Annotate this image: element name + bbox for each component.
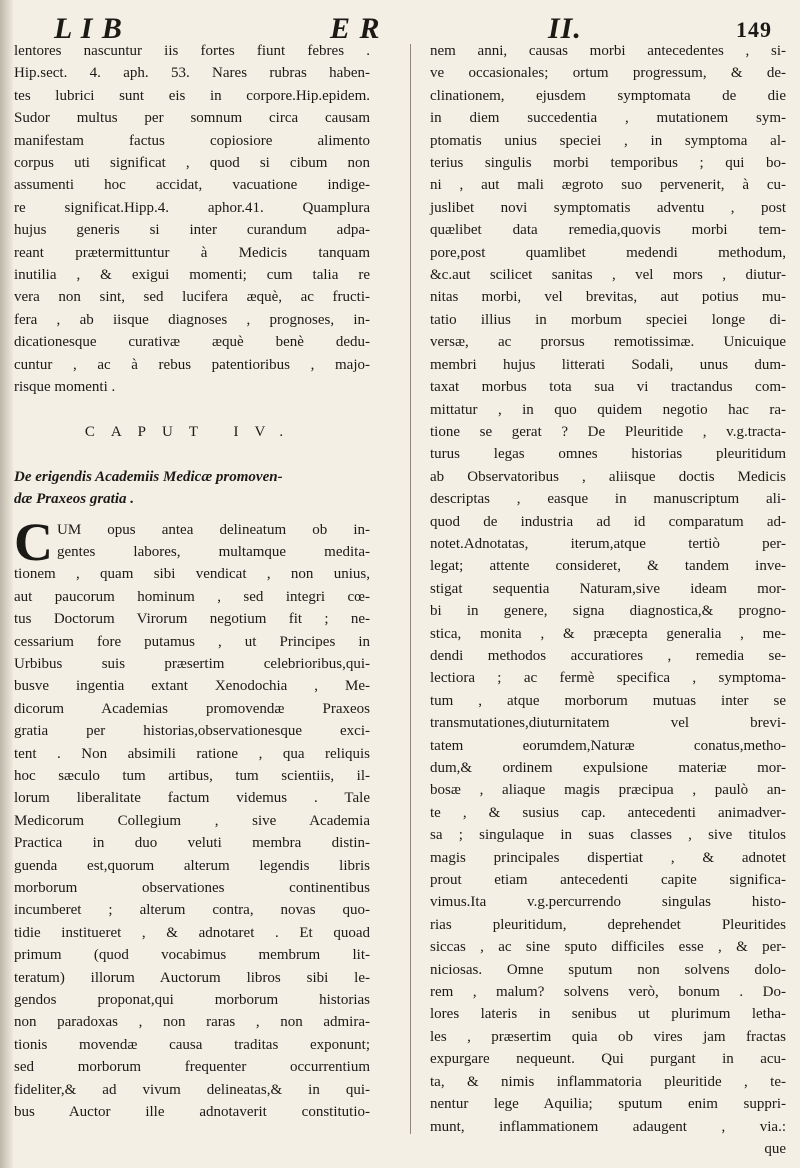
text-line: tes lubrici sunt eis in corpore.Hip.epidem. — [14, 87, 370, 104]
text-line: re significat.Hipp.4. aphor.41. Quamplura — [14, 199, 370, 216]
section-title — [14, 466, 370, 511]
text-line: reant prætermittuntur à Medicis tanquam — [14, 244, 370, 261]
text-line: nitas morbi, vel brevitas, aut potius mu- — [430, 289, 786, 306]
text-line: UM opus antea delineatum ob in- — [57, 521, 370, 538]
text-line: dum,& ordinem expulsione materiæ mor- — [430, 760, 786, 776]
text-line: sa ; singulaque in suas classes , sive titulos — [430, 827, 786, 844]
text-line: teratum) illorum Auctorum libros sibi le- — [14, 969, 370, 986]
left-column-opening-text — [14, 40, 370, 399]
text-line: ve occasionales; ortum progressum, & de- — [430, 65, 786, 82]
text-line: tus Doctorum Virorum negotium fit ; ne- — [14, 611, 370, 628]
text-line: hoc sæculo tum artibus, tum scientiis, il- — [14, 767, 370, 784]
text-line: hujus generis si inter curandum adpa- — [14, 222, 370, 239]
text-line: rias pleuritidum, deprehendet Pleuritides — [430, 916, 786, 933]
text-line: rem , malum? solvens verò, bonum . Do- — [430, 984, 786, 1001]
text-line: aut paucorum hominum , sed integri cœ- — [14, 588, 370, 605]
text-line: versæ, ac prorsus remotissimæ. Unicuique — [430, 334, 786, 351]
text-line: magis principales dispertiat , & adnotet — [430, 849, 786, 866]
text-line: incumberet ; alterum contra, novas quo- — [14, 902, 370, 919]
text-line: primum (quod vocabimus membrum lit- — [14, 947, 370, 964]
text-line: pore,post quamlibet medendi methodum, — [430, 244, 786, 261]
text-line: dæ Praxeos gratia . — [14, 491, 134, 508]
text-line: tione se gerat ? De Pleuritide , v.g.tracta- — [430, 423, 786, 440]
text-line: legat; attente consideret, & tandem inve- — [430, 558, 786, 575]
text-line: stica, monita , & præcepta generalia , me- — [430, 625, 786, 642]
right-column-body-text — [430, 40, 786, 1138]
text-line: taxat morbus tota sua vi tractandus com- — [430, 379, 786, 396]
text-line: sed morborum frequenter occurrentium — [14, 1059, 370, 1076]
text-line: Hip.sect. 4. aph. 53. Nares rubras haben- — [14, 65, 370, 82]
text-line: stigat sequentia Naturam,sive ideam mor- — [430, 580, 786, 597]
text-line: turus legas omnes historias pleuritidum — [430, 446, 786, 463]
text-line: manifestam factus copiosiore alimento — [14, 132, 370, 149]
text-line: bosæ , aliaque magis præcipua , paulò an- — [430, 782, 786, 799]
text-line: cuntur , ac à rebus patentioribus , majo- — [14, 356, 370, 373]
text-line: in diem succedentia , mutationem sym- — [430, 110, 786, 127]
text-line: mittatur , in quo quidem negotio hac ra- — [430, 401, 786, 418]
text-line: juslibet novi symptomatis adventu , post — [430, 199, 786, 216]
text-line: lentores nascuntur iis fortes fiunt febres . — [14, 43, 370, 59]
text-line: corpus uti significat , quod si cibum non — [14, 155, 370, 172]
text-line: non paradoxas , non raras , non admira- — [14, 1014, 370, 1031]
text-line: Practica in duo veluti membra distin- — [14, 835, 370, 852]
text-line: nem anni, causas morbi antecedentes , si- — [430, 43, 786, 59]
text-line: prout etiam antecedenti capite significa- — [430, 872, 786, 889]
text-line: Sudor multus per somnum circa causam — [14, 110, 370, 127]
left-column — [14, 40, 370, 1123]
text-line: les , præsertim quia ob vires jam fractas — [430, 1028, 786, 1045]
text-line: dicationesque curativæ æquè benè dedu- — [14, 334, 370, 351]
right-column — [430, 40, 786, 1160]
column-divider — [410, 44, 411, 1134]
dropcap-letter: C — [14, 511, 53, 572]
text-line: ab Observatoribus , aliisque doctis Medicis — [430, 468, 786, 485]
text-line: cessarium fore putamus , ut Principes in — [14, 633, 370, 650]
text-line: lores lateris in senibus ut plurimum letha- — [430, 1006, 786, 1023]
text-line: Medicorum Collegium , sive Academia — [14, 812, 370, 829]
text-line: fera , ab iisque diagnoses , prognoses, in- — [14, 311, 370, 328]
text-line: munt, inflammationem adaugent , via.: — [430, 1118, 786, 1135]
page-number: 149 — [736, 17, 772, 42]
text-line: Urbibus suis præsertim celebrioribus,qui- — [14, 655, 370, 672]
binding-shadow — [0, 0, 14, 1168]
text-line: ni , aut mali ægroto suo pervenerit, à cu- — [430, 177, 786, 194]
text-line: dendi methodos accuratiores , remedia se- — [430, 647, 786, 664]
text-line: De erigendis Academiis Medicæ promoven- — [14, 468, 283, 485]
text-line: fideliter,& ad vivum delineatas,& in qui- — [14, 1081, 370, 1098]
text-line: ptomatis unius speciei , in symptoma al- — [430, 132, 786, 149]
text-line: vera non sint, sed lucifera æquè, ac fructi- — [14, 289, 370, 306]
dropcap-paragraph — [14, 511, 370, 572]
text-line: quælibet data remedia,quovis morbi tem- — [430, 222, 786, 239]
text-line: dicorum Academias promovendæ Praxeos — [14, 700, 370, 717]
text-line: siccas , ac sine sputo difficiles esse , & per- — [430, 939, 786, 956]
text-line: tionis movendæ causa traditas exponunt; — [14, 1036, 370, 1053]
catchword: que — [764, 1140, 786, 1157]
text-line: quod de industria ad id comparatum ad- — [430, 513, 786, 530]
text-line: tatio illius in morbum speciei longe di- — [430, 311, 786, 328]
text-line: &c.aut scilicet sanitas , vel mors , diutur- — [430, 267, 786, 284]
text-line: niciosas. Omne sputum non solvens dolo- — [430, 961, 786, 978]
text-line: tatem eorumdem,Naturæ conatus,metho- — [430, 737, 786, 754]
text-line: gentes labores, multamque medita- — [57, 543, 370, 560]
chapter-heading: CAPUT IV. — [84, 423, 300, 440]
header-roman-numeral: II. — [548, 12, 582, 45]
text-line: lectiora ; ac fermè specifica , symptoma- — [430, 670, 786, 687]
text-line: assumenti hoc accidat, vacuatione indige- — [14, 177, 370, 194]
text-line: risque momenti . — [14, 379, 116, 396]
text-line: tent . Non absimili ratione , qua reliquis — [14, 745, 370, 762]
text-line: clinationem, ejusdem symptomata de die — [430, 87, 786, 104]
header-center-letters: E R — [330, 12, 381, 45]
left-column-body-text — [14, 563, 370, 1123]
text-line: te , & susius cap. antecedenti animadver- — [430, 804, 786, 821]
text-line: morborum observationes continentibus — [14, 880, 370, 896]
text-line: bi in genere, signa diagnostica,& progno- — [430, 603, 786, 620]
text-line: ta, & nimis inflammatoria pleuritide , te- — [430, 1073, 786, 1090]
text-line: lorum liberalitate factum videmus . Tale — [14, 790, 370, 807]
text-line: membri hujus litterati Sodali, unus dum- — [430, 356, 786, 373]
text-line: vimus.Ita v.g.percurrendo singulas histo- — [430, 894, 786, 911]
text-line: tum , atque morborum mutuas inter se — [430, 692, 786, 709]
text-line: guenda est,quorum alterum legendis libris — [14, 857, 370, 874]
text-line: notet.Adnotatas, iterum,atque tertiò per- — [430, 535, 786, 552]
text-line: descriptas , easque in manuscriptum ali- — [430, 491, 786, 508]
text-line: inutilia , & exigui momenti; cum talia re — [14, 267, 370, 284]
text-line: transmutationes,diuturnitatem vel brevi- — [430, 715, 786, 732]
text-line: nentur lege Aquilia; sputum enim suppri- — [430, 1096, 786, 1113]
text-line: busve ingentia extant Xenodochia , Me- — [14, 678, 370, 695]
text-line: gendos proponat,qui morborum historias — [14, 992, 370, 1009]
text-line: terius singulis morbi temporibus ; qui bo- — [430, 155, 786, 172]
text-line: gratia per historias,observationesque exci- — [14, 723, 370, 740]
text-line: bus Auctor ille adnotaverit constitutio- — [14, 1104, 370, 1121]
header-left-letters: L I B — [54, 12, 123, 45]
text-line: tionem , quam sibi vendicat , non unius, — [14, 566, 370, 583]
text-line: expurgare nequeunt. Qui purgant in acu- — [430, 1051, 786, 1068]
text-line: tidie institueret , & adnotaret . Et quoad — [14, 924, 370, 941]
